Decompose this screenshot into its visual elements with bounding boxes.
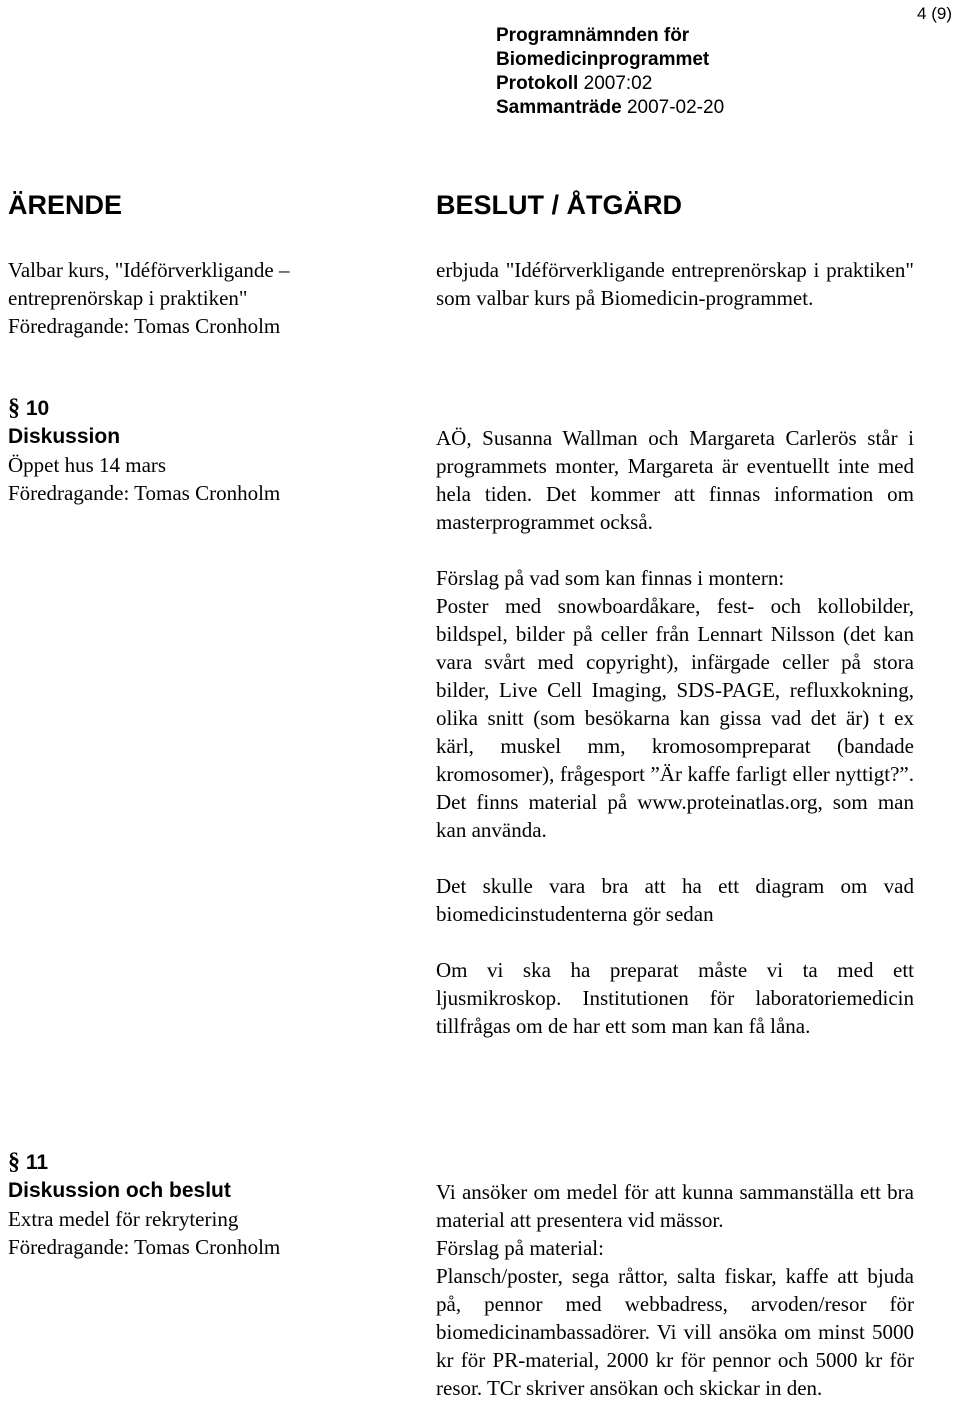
decision-paragraph: Vi ansöker om medel för att kunna sammanställa ett bra material att presentera vid mässor. xyxy=(436,1180,914,1232)
section-number: § 10 xyxy=(8,395,50,421)
item-presenter: Föredragande: Tomas Cronholm xyxy=(8,314,281,338)
section-number: § 11 xyxy=(8,1149,49,1175)
decision-paragraph: Om vi ska ha preparat måste vi ta med ett ljusmikroskop. Institutionen för laboratoriemedicin tillfrågas om de har ett som man kan få låna. xyxy=(436,958,914,1038)
column-heading-arende: ÄRENDE xyxy=(8,190,123,220)
item-subject-line: Valbar kurs, "Idéförverkligande – xyxy=(8,258,290,282)
item-continued-left xyxy=(8,256,408,340)
section-sign: § xyxy=(8,395,20,421)
decision-paragraph: Det skulle vara bra att ha ett diagram om vad biomedicinstudenterna gör sedan xyxy=(436,874,914,926)
decision-paragraph: Förslag på material: xyxy=(436,1236,604,1260)
section-presenter: Föredragande: Tomas Cronholm xyxy=(8,1235,281,1259)
section-subject: Öppet hus 14 mars xyxy=(8,453,167,477)
section-title: Diskussion och beslut xyxy=(8,1179,231,1202)
committee-name: Programnämnden för xyxy=(496,25,690,46)
decision-paragraph: Förslag på vad som kan finnas i montern: xyxy=(436,566,785,590)
item-subject-line: entreprenörskap i praktiken" xyxy=(8,286,248,310)
meeting-line: Sammanträde 2007-02-20 xyxy=(496,97,725,118)
section-title: Diskussion xyxy=(8,425,121,448)
section-presenter: Föredragande: Tomas Cronholm xyxy=(8,481,281,505)
document-header xyxy=(496,24,724,120)
program-name: Biomedicinprogrammet xyxy=(496,49,710,70)
section-11-left xyxy=(8,1148,408,1261)
decision-paragraph: AÖ, Susanna Wallman och Margareta Carlerös står i programmets monter, Margareta är eventuellt inte med hela tiden. Det kommer att finnas information om masterprogrammet också. xyxy=(436,426,914,534)
protocol-line: Protokoll 2007:02 xyxy=(496,73,653,94)
section-10-decision xyxy=(436,424,914,1040)
item-continued-decision xyxy=(436,256,914,312)
section-subject: Extra medel för rekrytering xyxy=(8,1207,239,1231)
section-sign: § xyxy=(8,1149,20,1175)
decision-paragraph: erbjuda "Idéförverkligande entreprenörskap i praktiken" som valbar kurs på Biomedicin-programmet. xyxy=(436,258,914,310)
page-number: 4 (9) xyxy=(917,4,952,23)
section-10-left xyxy=(8,394,408,507)
column-heading-beslut: BESLUT / ÅTGÄRD xyxy=(436,190,682,220)
decision-paragraph: Poster med snowboardåkare, fest- och kollobilder, bildspel, bilder på celler från Lennart Nilsson (det kan vara svårt med copyright), infärgade celler på stora bilder, Live Cell Imaging, SDS-PAGE, refluxkokning, olika snitt (som besökarna kan gissa vad det är) t ex kärl, muskel mm, kromosompreparat (bandade kromosomer), frågesport ”Är kaffe farligt eller nyttigt?”. Det finns material på www.proteinatlas.org, som man kan använda. xyxy=(436,594,914,842)
decision-paragraph: Plansch/poster, sega råttor, salta fiskar, kaffe att bjuda på, pennor med webbadress, arvoden/resor för biomedicinambassadörer. Vi vill ansöka om minst 5000 kr för PR-material, 2000 kr för pennor och 5000 kr för resor. TCr skriver ansökan och skickar in den. xyxy=(436,1264,914,1400)
section-11-decision xyxy=(436,1178,914,1402)
